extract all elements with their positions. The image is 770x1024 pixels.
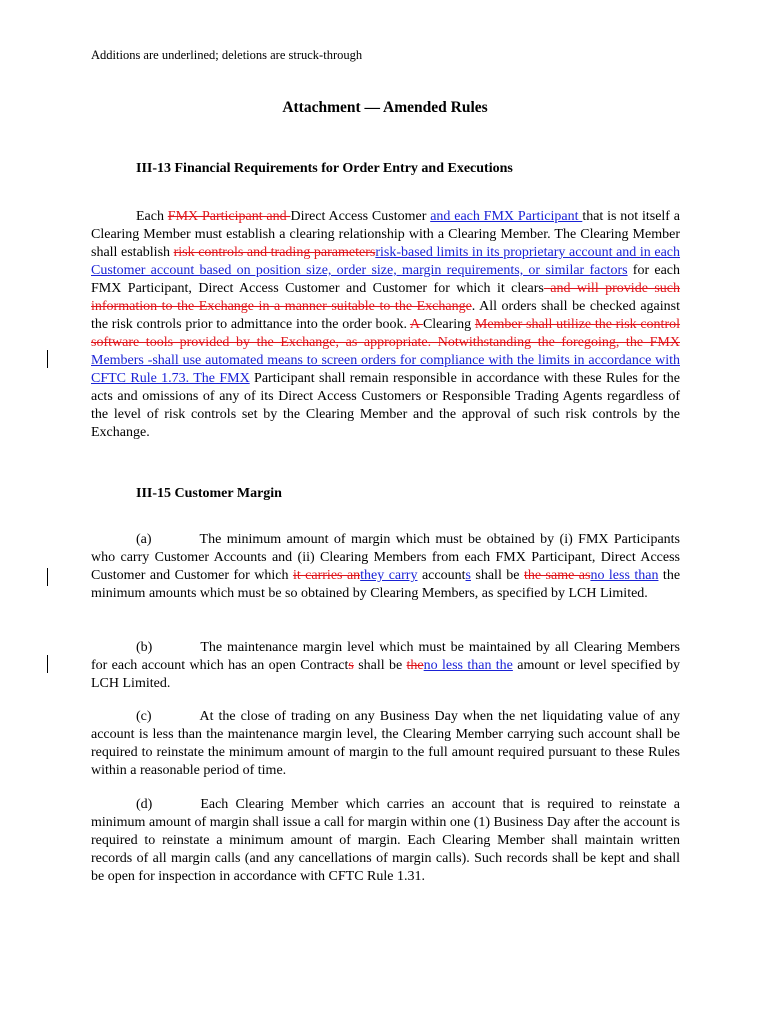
deleted-text: it carries an	[292, 568, 361, 583]
section-iii-13-paragraph	[91, 208, 680, 442]
body-text: The minimum amount of margin which must be obtained by (i) FMX Participants who carry Customer Accounts and (ii) Clearing Members from each FMX Participant, Direct Access Customer and Customer for which	[91, 532, 680, 583]
body-text: account	[417, 568, 466, 583]
inserted-text: risk-based limits in its proprietary account and in each Customer account based on position size, order size, margin requirements, or similar factors	[91, 245, 681, 278]
header-note: Additions are underlined; deletions are struck-through	[91, 48, 363, 62]
deleted-text: s	[348, 658, 354, 673]
paragraph-text	[91, 209, 680, 440]
deleted-text: the same as	[523, 568, 591, 583]
body-text: Each Clearing Member which carries an account that is required to reinstate a minimum amount of margin shall issue a call for margin within one (1) Business Day after the account is required to reinstate a minimum amount of margin. Each Clearing Member shall maintain written records of all margin calls (and any cancellations of margin calls). Such records shall be kept and shall be open for inspection in accordance with CFTC Rule 1.31.	[91, 797, 680, 884]
deleted-text: the	[406, 658, 424, 673]
change-bar	[47, 568, 48, 586]
deleted-text: Member shall utilize the risk control software tools provided by the Exchange, as appropriate. Notwithstanding the foregoing, the FMX	[91, 317, 681, 350]
body-text: shall be	[353, 658, 407, 673]
inserted-text: s	[465, 568, 471, 583]
margin-item-b	[91, 639, 680, 693]
body-text: amount or level specified by LCH Limited.	[91, 658, 680, 691]
item-label: (a)	[136, 532, 152, 547]
item-label: (b)	[136, 640, 153, 655]
inserted-text: they carry	[360, 568, 418, 583]
item-text	[91, 709, 680, 778]
body-text: that is not itself a Clearing Member must establish a clearing relationship with a Clearing Member. The Clearing Member shall establish	[91, 209, 680, 260]
body-text: shall be	[470, 568, 524, 583]
inserted-text: no less than the	[423, 658, 513, 673]
deleted-text: FMX Participant and	[167, 209, 291, 224]
body-text: Direct Access Customer	[290, 209, 431, 224]
body-text: for each FMX Participant, Direct Access Customer and Customer for which it clears	[91, 263, 681, 296]
body-text: the minimum amounts which must be so obtained by Clearing Members, as specified by LCH Limited.	[91, 568, 681, 601]
body-text: . All orders shall be checked against the risk controls prior to admittance into the order book.	[91, 299, 680, 332]
body-text: The maintenance margin level which must be maintained by all Clearing Members for each account which has an open Contract	[91, 640, 680, 673]
body-text: Each	[136, 209, 168, 224]
section-heading-iii-13: III-13 Financial Requirements for Order Entry and Executions	[136, 161, 513, 176]
change-bar	[47, 350, 48, 368]
section-heading-iii-15: III-15 Customer Margin	[136, 486, 282, 501]
item-label: (d)	[136, 797, 153, 812]
inserted-text: no less than	[590, 568, 659, 583]
page-title: Attachment — Amended Rules	[282, 99, 488, 116]
body-text: Clearing	[422, 317, 475, 332]
margin-item-d	[91, 796, 680, 886]
inserted-text: and each FMX Participant	[430, 209, 583, 224]
item-label: (c)	[136, 709, 152, 724]
inserted-text: Members -shall use automated means to screen orders for compliance with the limits in accordance with CFTC Rule 1.73. The FMX	[91, 353, 680, 386]
item-text	[91, 640, 680, 691]
margin-item-a	[91, 531, 680, 603]
body-text: Participant shall remain responsible in accordance with these Rules for the acts and omissions of any of its Direct Access Customers or Responsible Trading Agents regardless of the level of risk controls set by the Clearing Member and the approval of such risk controls by the Exchange.	[91, 371, 680, 440]
margin-item-c	[91, 708, 680, 780]
item-text	[91, 532, 680, 601]
body-text: At the close of trading on any Business Day when the net liquidating value of any account is less than the maintenance margin level, the Clearing Member carrying such account shall be required to reinstate the minimum amount of margin to the full amount required pursuant to these Rules within a reasonable period of time.	[91, 709, 680, 778]
deleted-text: risk controls and trading parameters	[173, 245, 376, 260]
deleted-text: A	[409, 317, 423, 332]
deleted-text: and will provide such information to the Exchange in a manner suitable to the Exchange	[91, 281, 681, 314]
change-bar	[47, 655, 48, 673]
item-text	[91, 797, 680, 884]
